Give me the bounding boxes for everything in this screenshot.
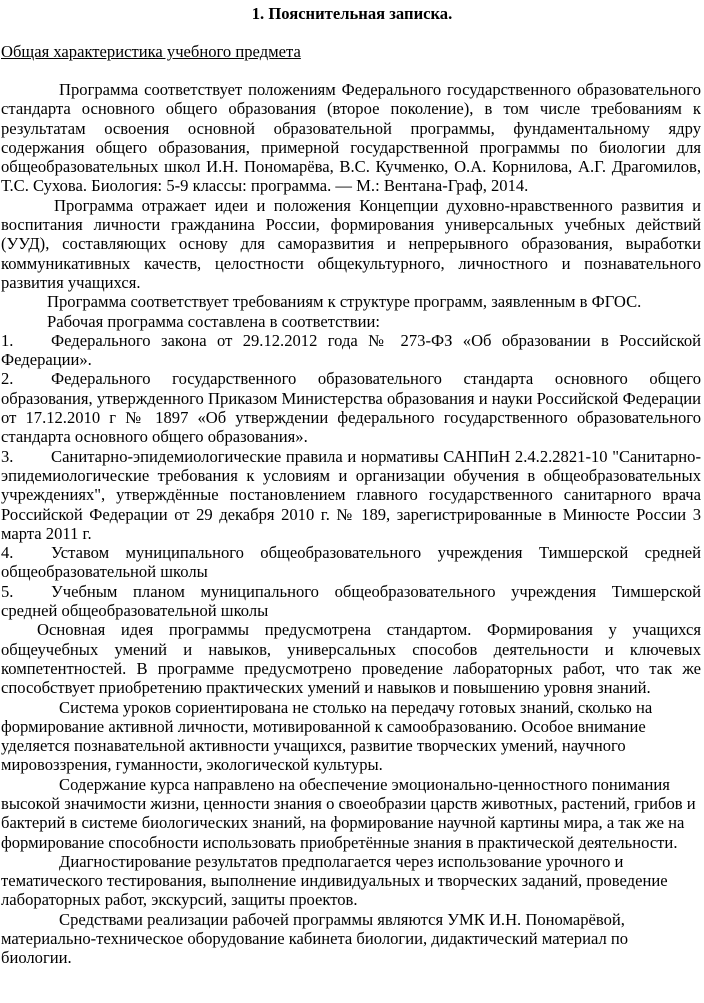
list-item-text: Санитарно-эпидемиологические правила и нормативы САНПиН 2.4.2.2821-10 "Санитарно-эпидемиологические требования к условиям и организации обучения в общеобразовательных учреждениях", утверждённые постановлением главного государственного санитарного врача Российской Федерации от 29 декабря 2010 г. № 189, зарегистрированные в Минюсте России 3 марта 2011 г. — [1, 446, 701, 543]
paragraph-course-content: Содержание курса направлено на обеспечение эмоционально-ценностного понимания высокой значимости жизни, ценности знания о своеобразии царств животных, растений, грибов и бактерий в системе биологических знаний, на формирование научной картины мира, а так же на формирование способности использовать приобретённые знания в практической деятельности. — [1, 774, 696, 852]
paragraph-concept: Программа отражает идеи и положения Концепции духовно-нравственного развития и воспитания личности гражданина России, формирования универсальных учебных действий (УУД), составляющих основу для саморазвития и непрерывного образования, выработки коммуникативных качеств, целостности общекультурного, личностного и познавательного развития учащихся. — [1, 195, 701, 292]
list-item-text: Учебным планом муниципального общеобразовательного учреждения Тимшерской средней общеобразовательной школы — [1, 581, 701, 621]
paragraph-diagnostics: Диагностирование результатов предполагается через использование урочного и тематического тестирования, выполнение индивидуальных и творческих заданий, проведение лабораторных работ, экскурсий, защиты проектов. — [1, 851, 668, 910]
list-item-text: Федерального закона от 29.12.2012 года № 273-ФЗ «Об образовании в Российской Федерации». — [1, 330, 701, 370]
list-item-number: 4. — [1, 543, 14, 563]
list-item-number: 5. — [1, 581, 14, 601]
paragraph-structure: Программа соответствует требованиям к структуре программ, заявленным в ФГОС. — [47, 292, 642, 312]
list-item — [1, 582, 701, 621]
paragraph-fgos-conformity: Программа соответствует положениям Федерального государственного образовательного стандарта основного общего образования (второе поколение), в том числе требованиям к результатам освоения основной образовательной программы, фундаментальному ядру содержания общего образования, примерной государственной программы по биологии для общеобразовательных школ И.Н. Пономарёва, В.С. Кучменко, О.А. Корнилова, А.Г. Драгомилов, Т.С. Сухова. Биология: 5-9 классы: программа. — М.: Вентана-Граф, 2014. — [1, 80, 701, 196]
paragraph-means: Средствами реализации рабочей программы являются УМК И.Н. Пономарёвой, материально-техническое оборудование кабинета биологии, дидактический материал по биологии. — [1, 909, 629, 968]
list-item-number: 1. — [1, 330, 14, 350]
document-body — [1, 80, 701, 968]
basis-list — [1, 331, 701, 620]
list-item — [1, 447, 701, 543]
list-item-number: 3. — [1, 446, 14, 466]
list-item — [1, 543, 701, 582]
list-item-text: Федерального государственного образовательного стандарта основного общего образования, утвержденного Приказом Министерства образования и науки Российской Федерации от 17.12.2010 г № 1897 «Об утверждении федерального государственного образовательного стандарта основного общего образования». — [1, 369, 701, 447]
list-item — [1, 331, 701, 370]
paragraph-lesson-system: Система уроков сориентирована не столько на передачу готовых знаний, сколько на формирование активной личности, мотивированной к самообразованию. Особое внимание уделяется познавательной активности учащихся, развитие творческих умений, научного мировоззрения, гуманности, экологической культуры. — [1, 697, 653, 775]
paragraph-main-idea: Основная идея программы предусмотрена стандартом. Формирования у учащихся общеучебных умений и навыков, универсальных способов деятельности и ключевых компетентностей. В программе предусмотрено проведение лабораторных работ, что так же способствует приобретению практических умений и навыков и повышению уровня знаний. — [1, 620, 701, 698]
document-title: 1. Пояснительная записка. — [251, 4, 453, 23]
paragraph-basis-intro: Рабочая программа составлена в соответствии: — [47, 311, 381, 331]
list-item — [1, 369, 701, 446]
section-subtitle: Общая характеристика учебного предмета — [1, 42, 301, 61]
list-item-text: Уставом муниципального общеобразовательного учреждения Тимшерской средней общеобразовательной школы — [1, 543, 701, 582]
list-item-number: 2. — [1, 369, 14, 389]
